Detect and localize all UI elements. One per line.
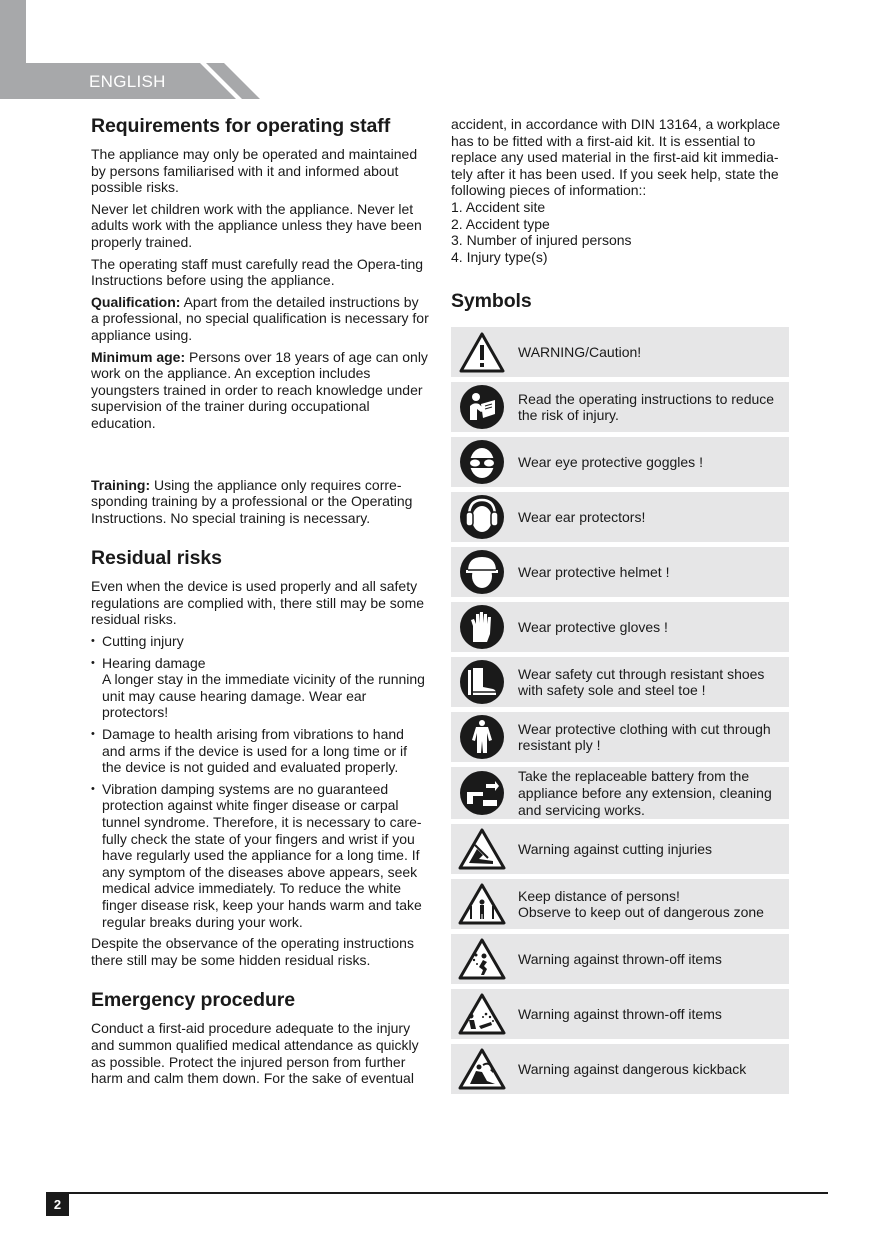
symbol-text: Take the replaceable battery from the bbox=[518, 768, 750, 785]
symbol-text: Wear eye protective goggles ! bbox=[518, 454, 703, 471]
symbol-row bbox=[451, 712, 789, 762]
training-label: Training: bbox=[91, 476, 151, 493]
symbol-row bbox=[451, 989, 789, 1039]
symbol-row bbox=[451, 437, 789, 487]
training-paragraph bbox=[91, 477, 429, 527]
language-label: ENGLISH bbox=[89, 72, 166, 91]
symbol-row bbox=[451, 1044, 789, 1094]
requirements-p1: The appliance may only be operated and maintained by persons familiarised with it and informed about possible risks. bbox=[91, 146, 418, 196]
read-manual-icon bbox=[451, 382, 513, 432]
remove-battery-icon bbox=[451, 768, 513, 818]
list-item: 1. Accident site bbox=[451, 198, 546, 215]
symbol-text: Warning against cutting injuries bbox=[518, 841, 713, 858]
helmet-icon bbox=[451, 547, 513, 597]
symbol-row bbox=[451, 327, 789, 377]
kickback-icon bbox=[451, 1044, 513, 1094]
emergency-p1: Conduct a first-aid procedure adequate to the injury and summon qualified medical attendance as quickly as possible. Protect the injured person from further harm and calm them down. For the sake of eventual bbox=[91, 1020, 419, 1087]
symbol-text: Read the operating instructions to reduce bbox=[518, 390, 775, 407]
gloves-icon bbox=[451, 602, 513, 652]
symbol-row bbox=[451, 382, 789, 432]
symbol-text: Warning against thrown-off items bbox=[518, 951, 722, 968]
left-column bbox=[91, 114, 429, 1092]
symbol-text: Warning against dangerous kickback bbox=[518, 1061, 747, 1078]
symbol-text: Observe to keep out of dangerous zone bbox=[518, 904, 764, 921]
qualification-text: Apart from the detailed instructions by a professional, no special qualification is necessary for appliance using. bbox=[91, 293, 429, 343]
min-age-paragraph bbox=[91, 349, 429, 432]
keep-distance-icon bbox=[451, 879, 513, 929]
list-item: • Cutting injury bbox=[91, 633, 429, 650]
min-age-text: Persons over 18 years of age can only work on the appliance. An exception includes youngsters trained in order to reach knowledge under supervision of the trainer during occupational education. bbox=[91, 348, 428, 431]
qualification-paragraph bbox=[91, 294, 429, 344]
residual-intro: Even when the device is used properly and all safety regulations are complied with, there still may be some residual risks. bbox=[91, 578, 425, 628]
symbol-text: the risk of injury. bbox=[518, 407, 619, 424]
symbol-text: with safety sole and steel toe ! bbox=[518, 682, 706, 699]
list-item: • Vibration damping systems are no guaranteed protection against white finger disease or carpal tunnel syndrome. Therefore, it is necessary to care-fully check the state of your fingers and wrist if you have regularly used the appliance for a long time. If any symptom of the diseases above appears, seek medical advice immediately. To reduce the white finger disease risk, keep your hands warm and take regular breaks during your work. bbox=[91, 781, 429, 930]
protective-clothing-icon bbox=[451, 712, 513, 762]
residual-risks-heading: Residual risks bbox=[91, 547, 222, 570]
requirements-p2: Never let children work with the appliance. Never let adults work with the appliance unless they have been properly trained. bbox=[91, 200, 422, 250]
thrown-debris-icon bbox=[451, 989, 513, 1039]
emergency-heading: Emergency procedure bbox=[91, 989, 296, 1012]
symbol-row bbox=[451, 767, 789, 819]
requirements-p3: The operating staff must carefully read the Opera-ting Instructions before using the appliance. bbox=[91, 255, 424, 289]
emergency-continued: accident, in accordance with DIN 13164, a workplace has to be fitted with a first-aid kit. It is essential to replace any used material in the first-aid kit immedia-tely after it has been used. If you seek help, state the following pieces of information:: bbox=[451, 116, 781, 199]
symbol-text: Wear protective clothing with cut through bbox=[518, 720, 771, 737]
symbol-row bbox=[451, 657, 789, 707]
residual-outro: Despite the observance of the operating instructions there still may be some hidden residual risks. bbox=[91, 935, 414, 968]
warning-triangle-icon bbox=[451, 327, 513, 377]
training-text: Using the appliance only requires corre-sponding training by a professional or the Operating Instructions. No special training is necessary. bbox=[91, 476, 413, 526]
symbol-row bbox=[451, 492, 789, 542]
symbol-row bbox=[451, 547, 789, 597]
right-column bbox=[451, 116, 789, 1099]
list-item: 2. Accident type bbox=[451, 215, 550, 232]
symbols-table bbox=[451, 327, 789, 1094]
thrown-objects-icon bbox=[451, 934, 513, 984]
symbol-text: Wear safety cut through resistant shoes bbox=[518, 665, 765, 682]
min-age-label: Minimum age: bbox=[91, 348, 186, 365]
list-item: • Hearing damage A longer stay in the immediate vicinity of the running unit may cause hearing damage. Wear ear protectors! bbox=[91, 655, 429, 721]
list-item: 4. Injury type(s) bbox=[451, 248, 548, 265]
page-number: 2 bbox=[46, 1193, 69, 1216]
symbol-text: WARNING/Caution! bbox=[518, 344, 642, 361]
symbol-text: Wear protective helmet ! bbox=[518, 564, 670, 581]
symbol-row bbox=[451, 934, 789, 984]
requirements-heading: Requirements for operating staff bbox=[91, 115, 391, 137]
list-item: • Damage to health arising from vibrations to hand and arms if the device is used for a long time or if the device is not guided and evaluated properly. bbox=[91, 726, 429, 776]
symbol-row bbox=[451, 602, 789, 652]
qualification-label: Qualification: bbox=[91, 293, 181, 310]
symbol-text: and servicing works. bbox=[518, 801, 645, 818]
list-item: 3. Number of injured persons bbox=[451, 232, 632, 249]
safety-boots-icon bbox=[451, 657, 513, 707]
symbol-row bbox=[451, 879, 789, 929]
residual-risk-list bbox=[91, 633, 429, 930]
info-list bbox=[451, 199, 789, 265]
symbols-heading: Symbols bbox=[451, 290, 532, 313]
footer-rule bbox=[46, 1192, 828, 1194]
symbol-text: appliance before any extension, cleaning bbox=[518, 785, 772, 802]
symbol-row bbox=[451, 824, 789, 874]
symbol-text: Wear ear protectors! bbox=[518, 509, 646, 526]
goggles-icon bbox=[451, 437, 513, 487]
symbol-text: Wear protective gloves ! bbox=[518, 619, 668, 636]
symbol-text: Keep distance of persons! bbox=[518, 887, 680, 904]
symbol-text: resistant ply ! bbox=[518, 737, 601, 754]
ear-protection-icon bbox=[451, 492, 513, 542]
symbol-text: Warning against thrown-off items bbox=[518, 1006, 722, 1023]
cutting-hazard-icon bbox=[451, 824, 513, 874]
